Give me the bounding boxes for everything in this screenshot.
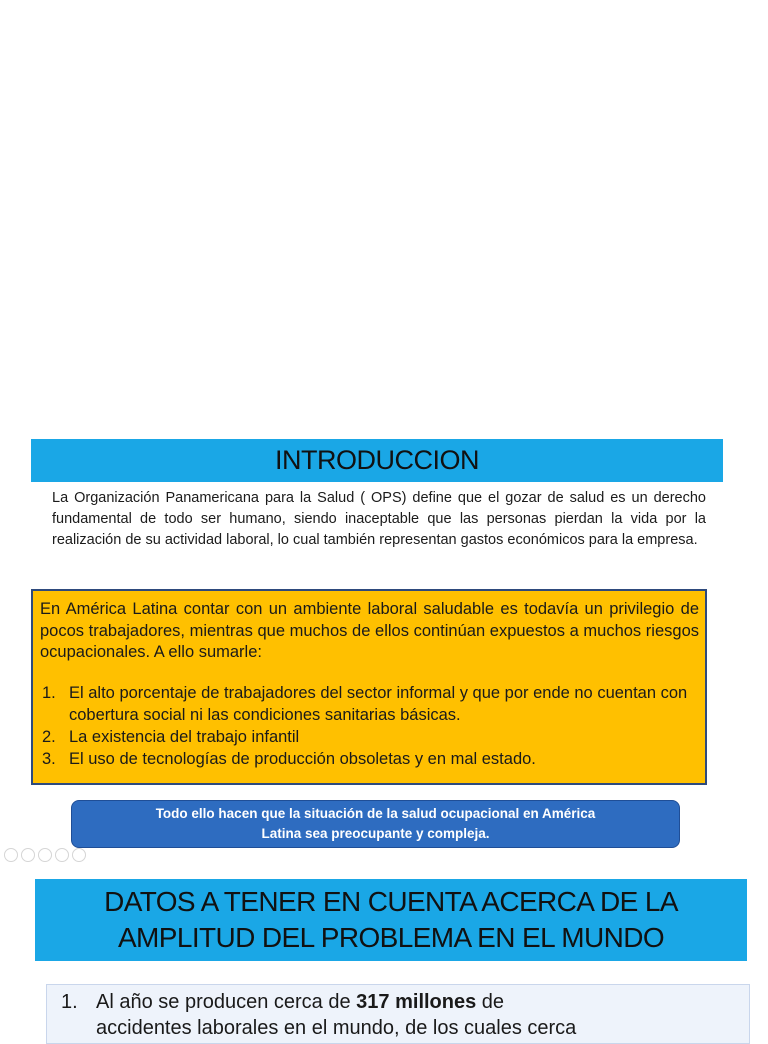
title-line-2: AMPLITUD DEL PROBLEMA EN EL MUNDO [117,922,665,953]
highlight-number: 317 millones [356,991,477,1013]
highlight-text: En América Latina contar con un ambiente laboral saludable es todavía un privilegio de pocos trabajadores, mientras que muchos de ellos continúan expuestos a muchos riesgos ocupacionales. A ello sumarle: [40,600,699,661]
list-text: La existencia del trabajo infantil [69,727,300,746]
list-number: 1. [61,991,78,1013]
zoom-icon[interactable] [55,848,69,862]
conclusion-line-2: Latina sea preocupante y compleja. [261,826,490,841]
list-item [40,682,699,726]
list-item [40,726,699,748]
previous-icon[interactable] [4,848,18,862]
list-number: 1. [42,683,56,702]
more-icon[interactable] [72,848,86,862]
conclusion-line-1: Todo ello hacen que la situación de la salud ocupacional en América [155,806,596,821]
slide-title [35,879,747,961]
list-text-end: de [476,991,505,1013]
list-text: El uso de tecnologías de producción obsoletas y en mal estado. [69,749,536,768]
list-text: El alto porcentaje de trabajadores del sector informal y que por ende no cuentan con cobertura social ni las condiciones sanitarias básicas. [69,683,688,724]
intro-paragraph: La Organización Panamericana para la Salud ( OPS) define que el gozar de salud es un derecho fundamental de todo ser humano, siendo inaceptable que las personas pierdan la vida por la realización de su actividad laboral, lo cual también representan gastos económicos para la empresa. [52,490,706,548]
list-text: Al año se producen cerca de [96,991,357,1013]
list-item [40,748,699,770]
title-line-1: DATOS A TENER EN CUENTA ACERCA DE LA [104,886,678,917]
list-number: 2. [42,727,56,746]
pen-icon[interactable] [21,848,35,862]
slide-introduccion [0,428,768,868]
conclusion-box [71,800,680,848]
data-list-box [46,984,750,1044]
risk-list [40,682,699,770]
list-number: 3. [42,749,56,768]
highlight-box [31,589,707,785]
slide-datos [0,868,768,1039]
slide-viewer-controls [4,848,86,864]
list-text-line-2: accidentes laborales en el mundo, de los cuales cerca [96,1017,577,1039]
slide-title: INTRODUCCION [31,439,723,482]
slides-icon[interactable] [38,848,52,862]
